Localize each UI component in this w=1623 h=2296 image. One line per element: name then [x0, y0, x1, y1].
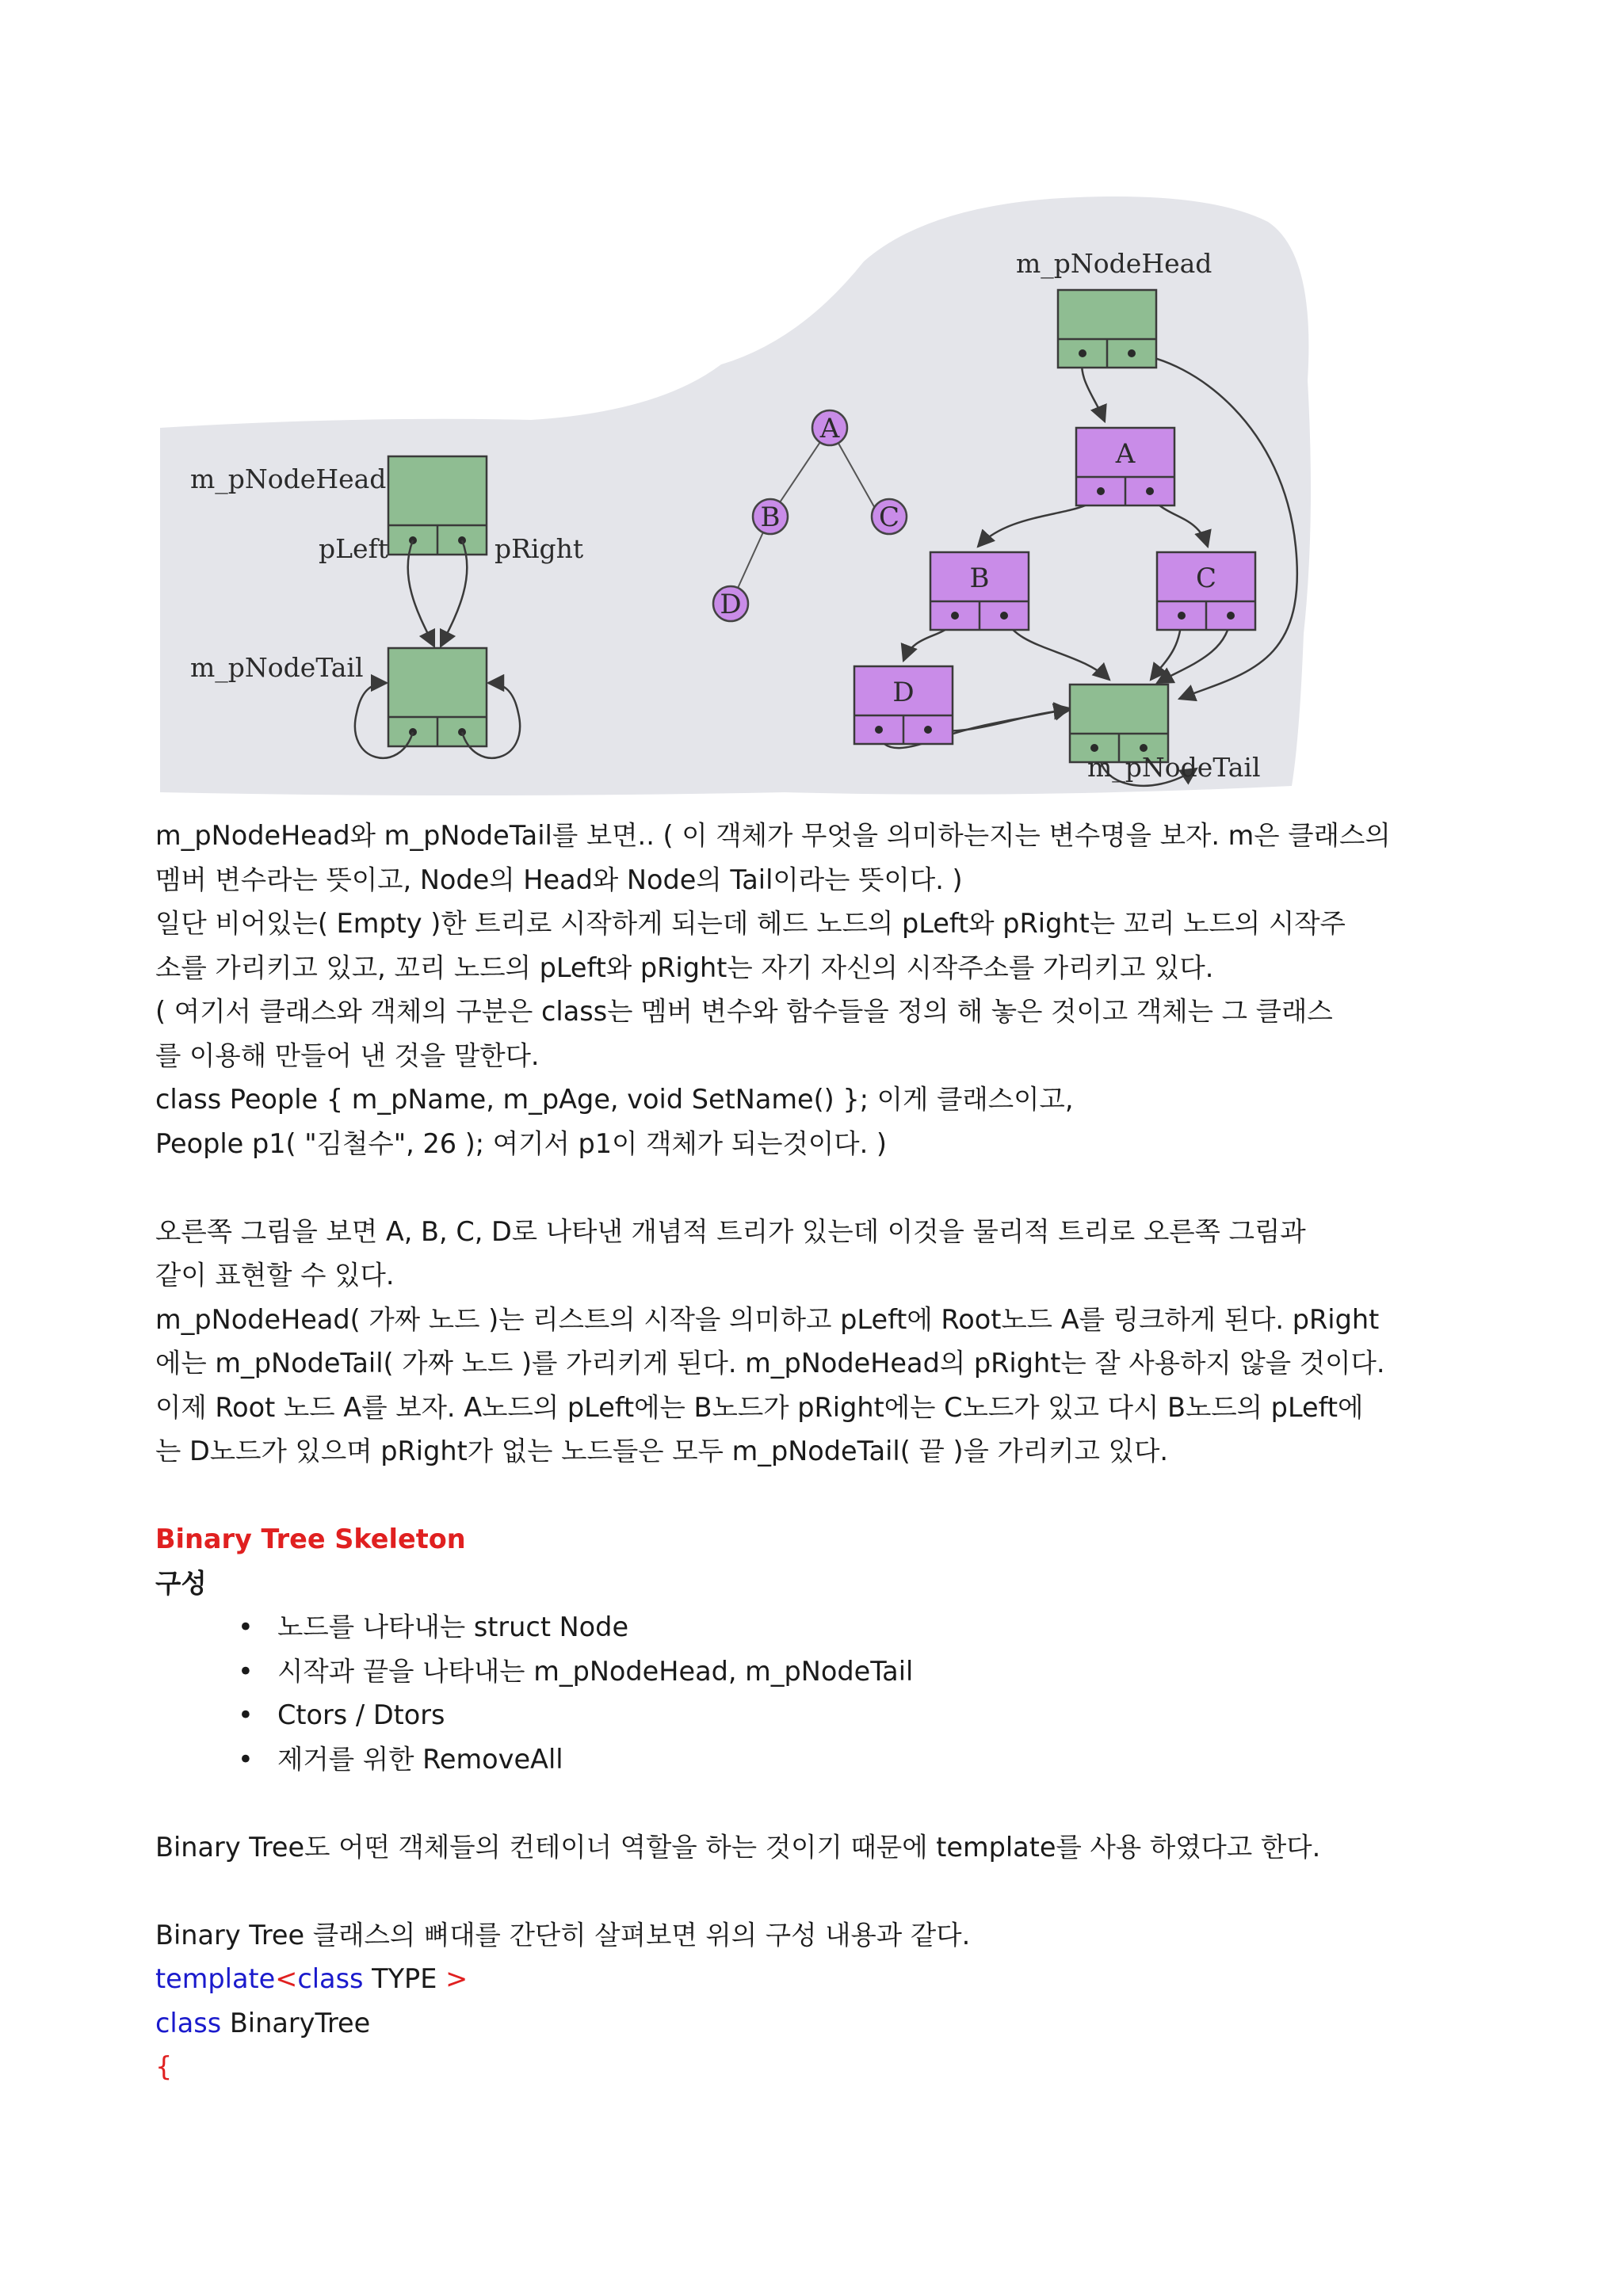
list-item: • Ctors / Dtors [155, 1693, 1471, 1737]
section-title: Binary Tree Skeleton [155, 1524, 466, 1554]
para1-line-6: 를 이용해 만들어 낸 것을 말한다. [155, 1039, 540, 1071]
section-subtitle: 구성 [155, 1567, 207, 1599]
list-item: • 제거를 위한 RemoveAll [155, 1737, 1471, 1782]
physical-label-d: D [892, 677, 915, 708]
concept-label-c: C [878, 502, 900, 533]
physical-head-node [1058, 290, 1156, 368]
left-head-label: m_pNodeHead [190, 463, 387, 494]
right-tail-label: m_pNodeTail [1087, 752, 1261, 783]
code-line-2 [155, 2001, 1471, 2046]
concept-label-d: D [720, 589, 742, 620]
left-tail-node [388, 648, 487, 746]
right-head-label: m_pNodeHead [1016, 248, 1212, 279]
para1-line-3: 일단 비어있는( Empty )한 트리로 시작하게 되는데 헤드 노드의 pLeft와 pRight는 꼬리 노드의 시작주 [155, 908, 1346, 939]
para2-line-4: 에는 m_pNodeTail( 가짜 노드 )를 가리키게 된다. m_pNodeHead의 pRight는 잘 사용하지 않을 것이다. [155, 1348, 1385, 1379]
physical-label-a: A [1115, 438, 1136, 470]
concept-label-b: B [760, 502, 781, 533]
code-open-brace: { [155, 2051, 173, 2082]
code-line-1 [155, 1957, 1471, 2001]
para1-line-1: m_pNodeHead와 m_pNodeTail를 보면.. ( 이 객체가 무엇을 의미하는지는 변수명을 보자. m은 클래스의 [155, 820, 1391, 851]
skeleton-intro: Binary Tree 클래스의 뼈대를 간단히 살펴보면 위의 구성 내용과 같다. [155, 1919, 971, 1951]
para2-line-3: m_pNodeHead( 가짜 노드 )는 리스트의 시작을 의미하고 pLeft에 Root노드 A를 링크하게 된다. pRight [155, 1303, 1380, 1335]
list-item: • 시작과 끝을 나타내는 m_pNodeHead, m_pNodeTail [155, 1650, 1471, 1694]
para2-line-1: 오른쪽 그림을 보면 A, B, C, D로 나타낸 개념적 트리가 있는데 이것을 물리적 트리로 오른쪽 그림과 [155, 1215, 1306, 1247]
list-item: • 노드를 나타내는 struct Node [155, 1605, 1471, 1650]
code-class-keyword: class [297, 1963, 364, 1994]
para1-line-2: 멤버 변수라는 뜻이고, Node의 Head와 Node의 Tail이라는 뜻이다. ) [155, 864, 963, 895]
para2-line-6: 는 D노드가 있으며 pRight가 없는 노드들은 모두 m_pNodeTail( 끝 )을 가리키고 있다. [155, 1436, 1169, 1466]
code-lt: < [275, 1963, 298, 1994]
linked-tree-figure [151, 190, 1323, 800]
component-list [155, 1605, 1471, 1781]
code-template-keyword: template [155, 1963, 276, 1994]
para1-line-7: class People { m_pName, m_pAge, void SetName() }; 이게 클래스이고, [155, 1084, 1074, 1115]
code-class-name: BinaryTree [221, 2007, 371, 2039]
code-type-name: TYPE [363, 1963, 446, 1994]
pright-label: pRight [495, 533, 584, 564]
para1-line-8: People p1( "김철수", 26 ); 여기서 p1이 객체가 되는것이다. ) [155, 1127, 887, 1159]
explanation-block-1 [155, 814, 1471, 2089]
physical-tail-node [1070, 685, 1168, 762]
pleft-label: pLeft [319, 533, 389, 564]
para1-line-5: ( 여기서 클래스와 객체의 구분은 class는 멤버 변수와 함수들을 정의 해 놓은 것이고 객체는 그 클래스 [155, 996, 1333, 1027]
code-gt: > [445, 1963, 468, 1994]
code-class-keyword-2: class [155, 2007, 222, 2039]
left-tail-label: m_pNodeTail [190, 652, 364, 683]
para2-line-5: 이제 Root 노드 A를 보자. A노드의 pLeft에는 B노드가 pRight에는 C노드가 있고 다시 B노드의 pLeft에 [155, 1391, 1364, 1423]
template-note: Binary Tree도 어떤 객체들의 컨테이너 역할을 하는 것이기 때문에 template를 사용 하였다고 한다. [155, 1831, 1321, 1863]
physical-label-c: C [1195, 563, 1217, 594]
para1-line-4: 소를 가리키고 있고, 꼬리 노드의 pLeft와 pRight는 자기 자신의 시작주소를 가리키고 있다. [155, 952, 1214, 983]
physical-label-b: B [969, 563, 990, 594]
para2-line-2: 같이 표현할 수 있다. [155, 1260, 395, 1291]
left-head-node [388, 456, 487, 555]
concept-label-a: A [819, 413, 840, 444]
